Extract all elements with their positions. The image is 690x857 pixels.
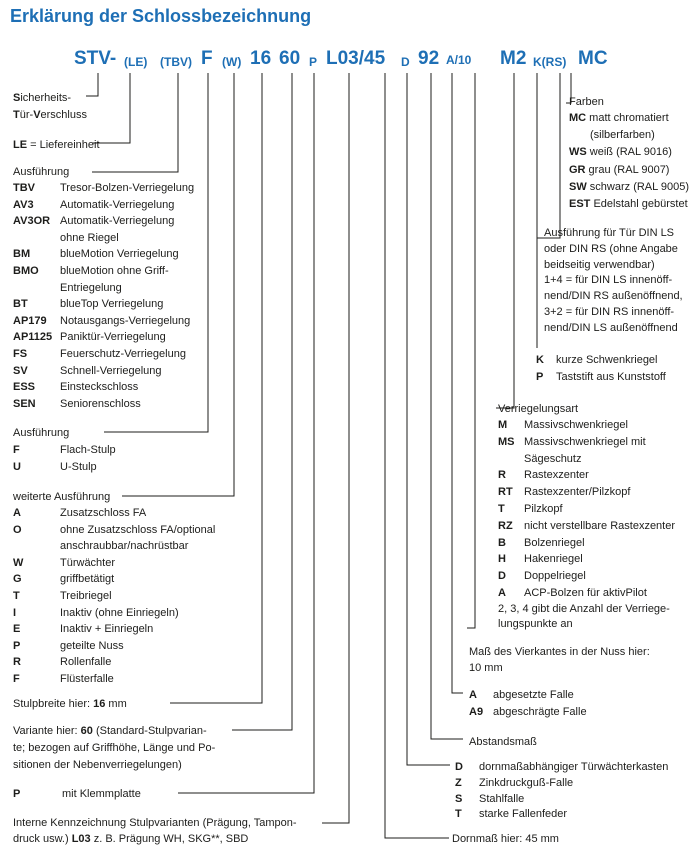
weitere-item-value: Inaktiv + Einriegeln xyxy=(60,623,154,636)
kp-item xyxy=(536,353,658,367)
falle-item xyxy=(469,688,574,702)
line-rs xyxy=(537,73,560,238)
stv-line1: Sicherheits- xyxy=(13,92,72,104)
weitere-item-value: Inaktiv (ohne Einriegeln) xyxy=(60,606,179,619)
ausfuehrung2-item-key: F xyxy=(13,444,20,456)
dzst-item-key: Z xyxy=(455,776,462,789)
variante-line1: Variante hier: 60 (Standard-Stulpvarian- xyxy=(13,725,207,737)
code-92: 92 xyxy=(418,48,440,69)
code-a10 xyxy=(446,48,471,70)
verriegelung-item xyxy=(498,468,589,482)
farben-heading: Farben xyxy=(569,96,604,108)
falle-item-key: A xyxy=(469,689,477,701)
ausfuehrung1-item xyxy=(13,181,194,195)
code-d: D xyxy=(401,55,410,69)
ausfuehrung1-item-key: BM xyxy=(13,248,31,261)
weitere-item-key: E xyxy=(13,623,21,636)
verriegelung-item-value: Sägeschutz xyxy=(524,452,582,465)
dzst-item xyxy=(455,760,668,774)
dzst-item-key: D xyxy=(455,761,463,773)
weitere-item xyxy=(13,506,146,520)
din-line: oder DIN RS (ohne Angabe xyxy=(544,242,678,255)
kp-item-key: P xyxy=(536,371,544,383)
ausfuehrung1-item-value: Einsteckschloss xyxy=(60,381,139,394)
weitere-item-key: G xyxy=(13,573,22,586)
ausfuehrung2-item-key: U xyxy=(13,460,21,473)
page-title: Erklärung der Schlossbezeichnung xyxy=(10,6,312,26)
farben-item-key: GR xyxy=(569,163,586,176)
weitere-item xyxy=(13,639,124,653)
ausfuehrung1-item xyxy=(13,380,138,394)
dzst-item-value: Stahlfalle xyxy=(479,792,525,805)
verriegelung-item-value: nicht verstellbare Rastexzenter xyxy=(524,519,676,532)
ausfuehrung1-item xyxy=(13,198,174,212)
line-tbv xyxy=(92,73,178,172)
ausfuehrung2-item xyxy=(13,443,116,457)
verriegelung-item-value: Hakenriegel xyxy=(524,553,583,566)
farben-item-key: MC xyxy=(569,112,587,124)
kp-item-value: kurze Schwenkriegel xyxy=(556,354,658,366)
verriegelung-item-key: H xyxy=(498,553,506,566)
ausfuehrung1-item-key: FS xyxy=(13,348,28,360)
code-krs: K(RS) xyxy=(533,55,567,69)
line-10 xyxy=(467,73,475,628)
dzst-item-key: S xyxy=(455,792,463,805)
ausfuehrung1-item-key: AP1125 xyxy=(13,331,53,344)
weitere-item-key: W xyxy=(13,556,24,569)
verriegelung-item-value: Rastexzenter xyxy=(524,469,589,482)
verriegelung-item xyxy=(498,569,586,583)
ausfuehrung1-item-value: Feuerschutz-Verriegelung xyxy=(60,348,186,360)
weitere-item xyxy=(13,539,188,553)
ausfuehrung1-item xyxy=(13,297,163,311)
weitere-item xyxy=(13,606,179,620)
ausfuehrung1-item xyxy=(13,247,179,261)
line-p xyxy=(178,73,314,793)
verriegelung-item-value: Rastexzenter/Pilzkopf xyxy=(524,486,631,499)
code-f: F xyxy=(201,48,213,69)
stv-line2: Tür-Verschluss xyxy=(13,109,87,121)
abstand-text: Abstandsmaß xyxy=(469,736,537,748)
falle-item-value: abgesetzte Falle xyxy=(493,689,574,701)
ausfuehrung1-item xyxy=(13,231,119,245)
verriegelung-item-key: R xyxy=(498,469,506,482)
weitere-item xyxy=(13,589,112,603)
line-45 xyxy=(385,73,449,838)
ausfuehrung1-item xyxy=(13,364,162,378)
farben-item-key: WS xyxy=(569,146,587,159)
ausfuehrung2-heading: Ausführung xyxy=(13,427,70,439)
variante-line2: te; bezogen auf Griffhöhe, Länge und Po- xyxy=(13,742,216,754)
verriegelung-item-key: MS xyxy=(498,435,515,448)
verriegelung-item xyxy=(498,418,628,432)
line-m2 xyxy=(496,73,514,408)
farben-item xyxy=(569,180,689,194)
verriegelung-item xyxy=(498,435,646,449)
weitere-item xyxy=(13,672,114,686)
weitere-item-key: T xyxy=(13,590,20,602)
verriegelung-item-key: B xyxy=(498,536,506,549)
verriegelung-item-value: Massivschwenkriegel xyxy=(524,419,628,431)
intern-line2: druck usw.) L03 z. B. Prägung WH, SKG**, SBD xyxy=(13,833,249,845)
verriegelung-item-value: Doppelriegel xyxy=(524,570,586,583)
dzst-item xyxy=(455,792,524,806)
line-stv xyxy=(86,73,98,96)
falle-item-key: A9 xyxy=(469,706,484,718)
vierkant-line2: 10 mm xyxy=(469,662,503,674)
line-d xyxy=(407,73,450,765)
verriegelung-item-key: RZ xyxy=(498,519,513,532)
code-le: (LE) xyxy=(124,55,148,69)
verriegelung-item xyxy=(498,485,630,499)
code-60: 60 xyxy=(279,48,301,69)
weitere-item xyxy=(13,556,115,570)
ausfuehrung2-item xyxy=(13,460,97,474)
verriegelung-note1: 2, 3, 4 gibt die Anzahl der Verriege- xyxy=(498,603,670,615)
din-line: 1+4 = für DIN LS innenöff- xyxy=(544,274,673,287)
verriegelung-item-key: D xyxy=(498,570,506,583)
weitere-item-key: I xyxy=(13,606,17,619)
kp-item-key: K xyxy=(536,354,544,366)
code-a: A/10 xyxy=(446,53,472,67)
ausfuehrung1-item-key: AV3 xyxy=(13,198,34,211)
din-line: 3+2 = für DIN RS innenöff- xyxy=(544,306,675,318)
verriegelung-item-key: M xyxy=(498,419,508,431)
din-line: nend/DIN LS außenöffnend xyxy=(544,321,678,334)
ausfuehrung1-item xyxy=(13,264,169,278)
ausfuehrung1-item-value: blueMotion ohne Griff- xyxy=(60,265,169,277)
verriegelung-item-value: Bolzenriegel xyxy=(524,536,585,549)
ausfuehrung1-item-key: SEN xyxy=(13,397,36,410)
verriegelung-heading: Verriegelungsart xyxy=(498,403,579,415)
dzst-item-value: dornmaßabhängiger Türwächterkasten xyxy=(479,761,669,773)
farben-item xyxy=(590,128,655,142)
ausfuehrung1-item-value: Automatik-Verriegelung xyxy=(60,215,175,228)
verriegelung-item xyxy=(498,502,563,516)
verriegelung-item-value: ACP-Bolzen für aktivPilot xyxy=(524,587,647,599)
ausfuehrung1-item-key: AV3OR xyxy=(13,215,51,228)
code-tbv: (TBV) xyxy=(160,55,192,69)
ausfuehrung1-item-key: TBV xyxy=(13,182,35,194)
ausfuehrung1-item-value: blueMotion Verriegelung xyxy=(60,248,179,261)
farben-item xyxy=(569,145,672,159)
weitere-item-key: P xyxy=(13,639,21,652)
weitere-item-value: Zusatzschloss FA xyxy=(60,507,147,519)
code-w: (W) xyxy=(222,55,242,69)
weitere-item-value: anschraubbar/nachrüstbar xyxy=(60,540,189,553)
falle-item xyxy=(469,705,587,719)
code-p: P xyxy=(309,55,318,69)
stulpbreite-text: Stulpbreite hier: 16 mm xyxy=(13,698,127,710)
weitere-item xyxy=(13,655,111,669)
farben-item-value: matt chromatiert xyxy=(586,112,669,124)
verriegelung-item-key: RT xyxy=(498,486,513,499)
verriegelung-item-key: T xyxy=(498,503,505,515)
farben-item-value: grau (RAL 9007) xyxy=(585,163,670,176)
kp-item-value: Taststift aus Kunststoff xyxy=(556,371,666,383)
farben-item-value: Edelstahl gebürstet xyxy=(590,198,688,210)
weitere-heading: weiterte Ausführung xyxy=(13,491,111,503)
line-92 xyxy=(431,73,463,739)
ausfuehrung1-item xyxy=(13,214,174,228)
ausfuehrung1-item-key: AP179 xyxy=(13,314,47,327)
farben-item-value: weiß (RAL 9016) xyxy=(586,146,672,159)
farben-item xyxy=(569,197,688,211)
ausfuehrung1-item-key: BMO xyxy=(13,265,39,277)
ausfuehrung1-item-value: Schnell-Verriegelung xyxy=(60,364,162,377)
variante-line3: sitionen der Nebenverriegelungen) xyxy=(13,759,182,771)
line-16 xyxy=(170,73,262,703)
verriegelung-note2: lungspunkte an xyxy=(498,618,573,630)
ausfuehrung1-item-value: Entriegelung xyxy=(60,281,122,294)
verriegelung-item xyxy=(498,586,647,600)
ausfuehrung1-heading: Ausführung xyxy=(13,166,70,178)
ausfuehrung1-item-value: Tresor-Bolzen-Verriegelung xyxy=(60,182,195,194)
intern-line1: Interne Kennzeichnung Stulpvarianten (Prägung, Tampon- xyxy=(13,817,297,829)
farben-item xyxy=(569,163,669,177)
verriegelung-item xyxy=(498,519,675,533)
dzst-item-key: T xyxy=(455,808,462,821)
ausfuehrung1-item-key: BT xyxy=(13,298,28,311)
weitere-item-key: O xyxy=(13,523,22,536)
code-m2: M2 xyxy=(500,48,527,69)
verriegelung-item xyxy=(498,552,583,566)
weitere-item-value: ohne Zusatzschloss FA/optional xyxy=(60,523,216,536)
dzst-item xyxy=(455,807,567,821)
weitere-item-value: Türwächter xyxy=(60,556,116,569)
weitere-item xyxy=(13,622,153,636)
ausfuehrung1-item xyxy=(13,347,186,361)
din-line: Ausführung für Tür DIN LS xyxy=(544,227,675,239)
line-l03 xyxy=(322,73,349,823)
ausfuehrung1-item-value: Seniorenschloss xyxy=(60,397,141,410)
ausfuehrung2-item-value: Flach-Stulp xyxy=(60,444,116,456)
dornmass-text: Dornmaß hier: 45 mm xyxy=(452,833,559,845)
falle-item-value: abgeschrägte Falle xyxy=(493,706,587,718)
ausfuehrung1-item-value: Automatik-Verriegelung xyxy=(60,198,175,211)
code-mc: MC xyxy=(578,48,608,69)
ausfuehrung1-item xyxy=(13,397,141,411)
farben-item-value: (silberfarben) xyxy=(590,129,655,142)
ausfuehrung1-item-value: Notausgangs-Verriegelung xyxy=(60,314,191,327)
code-stv: STV- xyxy=(74,48,117,69)
verriegelung-item xyxy=(498,536,585,550)
farben-item xyxy=(569,111,669,125)
verriegelung-item-value: Pilzkopf xyxy=(524,503,563,515)
weitere-item-value: griffbetätigt xyxy=(60,573,115,586)
ausfuehrung1-item-value: ohne Riegel xyxy=(60,231,119,244)
ausfuehrung1-item-key: SV xyxy=(13,364,28,377)
p-item: P mit Klemmplatte xyxy=(13,788,141,800)
weitere-item xyxy=(13,523,215,537)
ausfuehrung1-item xyxy=(13,314,190,328)
weitere-item-value: Treibriegel xyxy=(60,590,112,602)
din-line: nend/DIN RS außenöffnend, xyxy=(544,290,683,303)
ausfuehrung2-item-value: U-Stulp xyxy=(60,460,97,473)
weitere-item-key: A xyxy=(13,507,21,519)
weitere-item-value: geteilte Nuss xyxy=(60,639,124,652)
kp-item xyxy=(536,370,666,384)
ausfuehrung1-item-value: blueTop Verriegelung xyxy=(60,298,164,311)
weitere-item-key: R xyxy=(13,656,21,669)
ausfuehrung1-item-key: ESS xyxy=(13,381,36,394)
code-16: 16 xyxy=(250,48,272,69)
dzst-item xyxy=(455,776,573,790)
weitere-item-value: Flüsterfalle xyxy=(60,673,114,685)
weitere-item xyxy=(13,572,114,586)
dzst-item-value: starke Fallenfeder xyxy=(479,808,568,821)
farben-item-key: EST xyxy=(569,198,591,210)
le-text: LE = Liefereinheit xyxy=(13,139,100,151)
farben-item-key: SW xyxy=(569,180,587,193)
vierkant-line1: Maß des Vierkantes in der Nuss hier: xyxy=(469,646,650,658)
weitere-item-value: Rollenfalle xyxy=(60,656,112,669)
verriegelung-item-key: A xyxy=(498,587,506,599)
verriegelung-item xyxy=(498,452,581,466)
din-line: beidseitig verwendbar) xyxy=(544,258,655,271)
weitere-item-key: F xyxy=(13,673,20,685)
code-l03: L03/45 xyxy=(326,48,386,69)
ausfuehrung1-item-value: Paniktür-Verriegelung xyxy=(60,331,166,344)
ausfuehrung1-item xyxy=(13,281,122,295)
line-a xyxy=(452,73,463,693)
verriegelung-item-value: Massivschwenkriegel mit xyxy=(524,435,646,448)
ausfuehrung1-item xyxy=(13,330,166,344)
farben-item-value: schwarz (RAL 9005) xyxy=(586,180,690,193)
dzst-item-value: Zinkdruckguß-Falle xyxy=(479,776,574,789)
